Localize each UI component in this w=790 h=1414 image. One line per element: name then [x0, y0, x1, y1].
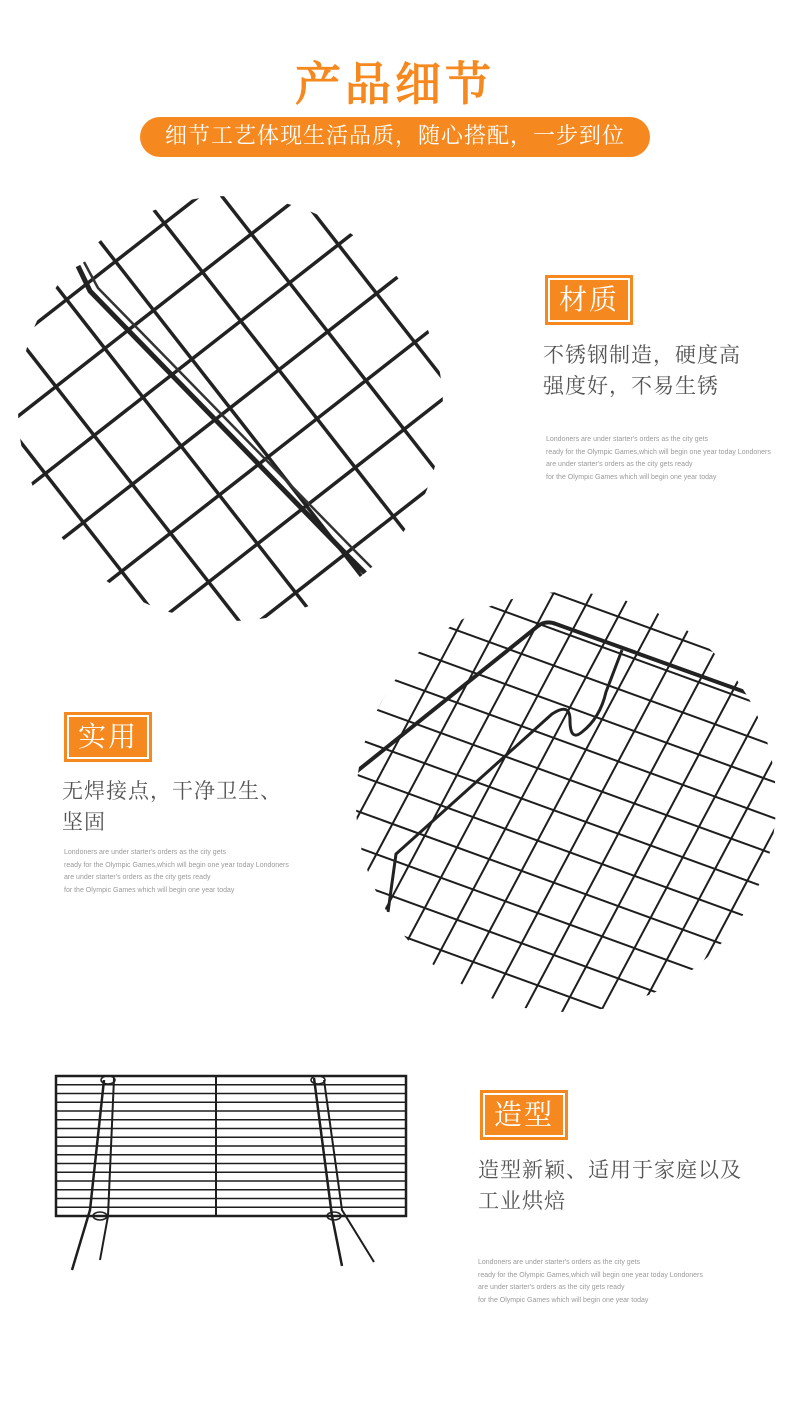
fine-line: are under starter's orders as the city gets ready — [478, 1284, 625, 1291]
fine-line: ready for the Olympic Games,which will begin one year today Londoners — [546, 448, 771, 456]
desc-line: 强度好，不易生锈 — [543, 374, 719, 398]
material-description — [543, 340, 741, 402]
fine-line: are under starter's orders as the city gets ready — [64, 874, 211, 881]
desc-line: 无焊接点，干净卫生、 — [62, 779, 282, 803]
practical-description — [62, 776, 282, 838]
page-title: 产品细节 — [295, 57, 495, 111]
fine-line: Londoners are under starter's orders as the city gets — [478, 1259, 641, 1266]
fine-line: for the Olympic Games which will begin one year today — [64, 886, 235, 894]
full-rack-photo — [22, 1040, 424, 1310]
fine-line: are under starter's orders as the city gets ready — [546, 461, 693, 468]
tag-practical: 实用 — [64, 712, 152, 762]
desc-line: 工业烘焙 — [478, 1189, 566, 1213]
tag-design: 造型 — [480, 1090, 568, 1140]
fine-print — [546, 434, 771, 484]
subtitle-banner: 细节工艺体现生活品质，随心搭配，一步到位 — [140, 117, 650, 157]
desc-line: 坚固 — [62, 810, 106, 834]
tag-material: 材质 — [545, 275, 633, 325]
desc-line: 不锈钢制造，硬度高 — [543, 343, 741, 367]
fine-line: Londoners are under starter's orders as the city gets — [64, 849, 227, 856]
fine-print — [478, 1257, 703, 1307]
wire-closeup-photo — [18, 196, 443, 621]
fine-line: ready for the Olympic Games,which will begin one year today Londoners — [478, 1271, 703, 1279]
fine-line: Londoners are under starter's orders as the city gets — [546, 436, 709, 443]
fine-print — [64, 847, 289, 897]
rack-corner-photo — [356, 592, 776, 1012]
fine-line: for the Olympic Games which will begin one year today — [478, 1296, 649, 1304]
desc-line: 造型新颖、适用于家庭以及 — [478, 1158, 742, 1182]
design-description — [478, 1155, 742, 1217]
fine-line: for the Olympic Games which will begin one year today — [546, 473, 717, 481]
fine-line: ready for the Olympic Games,which will begin one year today Londoners — [64, 861, 289, 869]
